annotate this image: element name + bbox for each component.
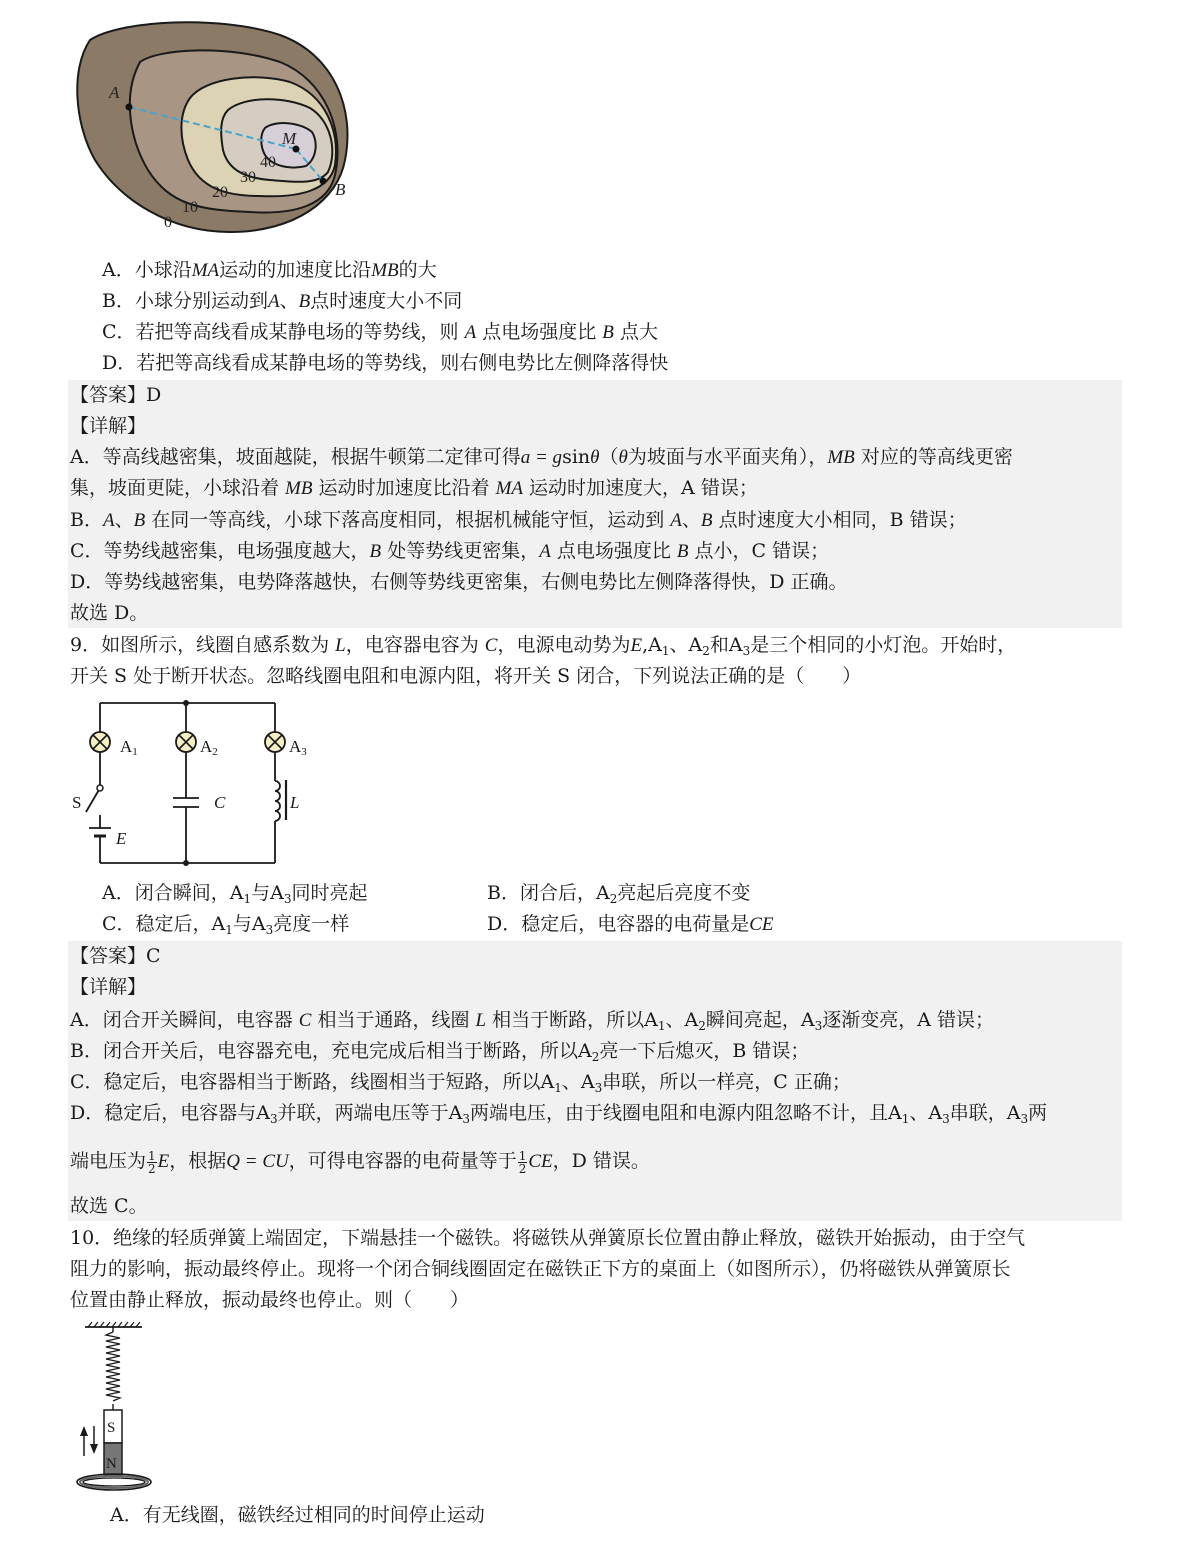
math: L <box>335 635 346 656</box>
q8-answer: 【答案】D <box>70 384 162 406</box>
text: 相当于断路，所以A <box>486 1009 658 1031</box>
label-A1: A1 <box>120 737 138 758</box>
text: C．稳定后，电容器相当于断路，线圈相当于短路，所以A <box>70 1071 555 1093</box>
contour-label-40: 40 <box>260 154 276 171</box>
math: MB <box>285 478 313 499</box>
text: 点小，C 错误； <box>688 540 830 562</box>
fraction <box>518 1150 528 1175</box>
math: MB <box>827 447 855 468</box>
subscript: 1 <box>225 923 233 937</box>
text: B．闭合后，A <box>487 882 610 904</box>
text: 亮度一样 <box>273 913 350 935</box>
math: CE <box>528 1151 553 1172</box>
text: D．稳定后，电容器的电荷量是 <box>487 913 750 935</box>
q8-explain-a-line2 <box>70 473 758 503</box>
switch-contact <box>97 785 103 791</box>
text: A．小球沿 <box>102 259 192 281</box>
subscript: 1 <box>901 1112 910 1126</box>
text: D．稳定后，电容器与A <box>70 1102 270 1124</box>
lamp-A3-icon <box>265 732 285 752</box>
down-arrow-icon <box>90 1426 98 1454</box>
label-L: L <box>290 793 300 812</box>
text: ,A <box>642 634 662 656</box>
up-arrow-icon <box>80 1426 88 1456</box>
text: A．等高线越密集，坡面越陡，根据牛顿第二定律可得 <box>70 446 521 468</box>
math: L <box>475 1010 487 1031</box>
text: 同时亮起 <box>291 882 368 904</box>
text: A．闭合开关瞬间，电容器 <box>70 1009 299 1031</box>
text: 和A <box>709 634 743 656</box>
text: B．闭合开关后，电容器充电，充电完成后相当于断路，所以A <box>70 1040 592 1062</box>
text: 串联，所以一样亮，C 正确； <box>602 1071 851 1093</box>
text: B．小球分别运动到 <box>102 290 268 312</box>
subscript: 3 <box>283 892 292 906</box>
q9-stem-line1 <box>70 630 1016 660</box>
math: B <box>369 541 382 562</box>
q8-explain-c <box>70 536 829 566</box>
text: 运动时加速度比沿着 <box>312 477 496 499</box>
text: 集，坡面更陡，小球沿着 <box>70 477 286 499</box>
math: B <box>133 510 146 531</box>
subscript: 3 <box>814 1019 823 1033</box>
point-B <box>320 178 327 185</box>
text: 运动的加速度比沿 <box>219 259 372 281</box>
math: B <box>602 322 614 343</box>
q9-option-b <box>487 878 750 908</box>
math: MA <box>191 260 220 281</box>
label-E: E <box>116 829 127 848</box>
text: C．稳定后，A <box>102 913 226 935</box>
lamp-A2-icon <box>176 732 196 752</box>
text: 亮起后亮度不变 <box>617 882 751 904</box>
text: 、A <box>669 634 703 656</box>
math: A <box>670 510 682 531</box>
q8-explain-d: D．等势线越密集，电势降落越快，右侧等势线更密集，右侧电势比左侧降落得快，D 正确。 <box>70 571 848 593</box>
q8-explain-a-line1 <box>70 442 1013 472</box>
q10-stem-line3: 位置由静止释放，振动最终也停止。则（ ） <box>70 1289 470 1311</box>
circuit-figure <box>60 690 360 870</box>
q8-detail-label: 【详解】 <box>70 415 147 437</box>
subscript: 3 <box>742 644 751 658</box>
text: ，D 错误。 <box>552 1150 650 1172</box>
q9-explain-b <box>70 1036 809 1066</box>
text: ，电容器电容为 <box>345 634 485 656</box>
subscript: 3 <box>594 1081 603 1095</box>
text: 、A <box>665 1009 699 1031</box>
text: 点大 <box>613 321 658 343</box>
text: A．闭合瞬间，A <box>102 882 244 904</box>
subscript: 3 <box>462 1112 470 1126</box>
text: 点时速度大小不同 <box>310 290 463 312</box>
q9-option-a <box>102 878 367 908</box>
q8-option-a <box>102 255 437 285</box>
text: 、 <box>681 509 701 531</box>
math: B <box>676 541 689 562</box>
label-A3: A3 <box>289 737 307 758</box>
text: ，电源电动势为 <box>497 634 631 656</box>
q9-option-d <box>487 909 774 939</box>
text: 、A <box>909 1102 943 1124</box>
math: sin <box>562 446 591 468</box>
text: ，根据 <box>169 1150 227 1172</box>
text: 两端电压，由于线圈电阻和电源内阻忽略不计，且A <box>469 1102 902 1124</box>
label-N: N <box>106 1456 117 1472</box>
math: a = g <box>520 447 563 468</box>
text: 是三个相同的小灯泡。开始时， <box>750 634 1017 656</box>
lamp-A1-icon <box>90 732 110 752</box>
subscript: 1 <box>661 644 670 658</box>
math: MB <box>371 260 399 281</box>
contour-label-20: 20 <box>212 184 228 201</box>
subscript: 3 <box>1020 1112 1029 1126</box>
subscript: 1 <box>554 1081 562 1095</box>
math: MA <box>495 478 524 499</box>
text: 两 <box>1028 1102 1048 1124</box>
q8-option-c <box>102 317 658 347</box>
text: 点时速度大小相同，B 错误； <box>712 509 967 531</box>
label-B: B <box>335 180 346 199</box>
q9-stem-line2: 开关 S 处于断开状态。忽略线圈电阻和电源内阻，将开关 S 闭合，下列说法正确的是（ ） <box>70 665 862 687</box>
math: CE <box>749 914 774 935</box>
subscript: 3 <box>269 1112 278 1126</box>
subscript: 1 <box>243 892 252 906</box>
text: 与A <box>251 882 284 904</box>
label-S: S <box>72 793 82 812</box>
copper-coil <box>77 1474 151 1490</box>
numerator: 1 <box>518 1148 527 1163</box>
math: A <box>464 322 477 343</box>
text: （ <box>599 446 619 468</box>
math: A <box>102 510 115 531</box>
contour-label-10: 10 <box>182 199 198 216</box>
text: 端电压为 <box>70 1150 147 1172</box>
spring-magnet-figure <box>70 1318 170 1493</box>
text: 逐渐变亮，A 错误； <box>822 1009 995 1031</box>
text: 运动时加速度大，A 错误； <box>523 477 758 499</box>
q9-option-c <box>102 909 349 939</box>
subscript: 2 <box>591 1050 600 1064</box>
contour-label-30: 30 <box>240 169 256 186</box>
text: 为坡面与水平面夹角）， <box>627 446 828 468</box>
q8-conclusion: 故选 D。 <box>70 602 149 624</box>
text: 对应的等高线更密 <box>854 446 1013 468</box>
text: C．等势线越密集，电场强度越大， <box>70 540 370 562</box>
label-S: S <box>107 1420 116 1436</box>
contour-label-0: 0 <box>164 214 172 231</box>
junction-top <box>183 700 189 706</box>
q9-explain-d-line1 <box>70 1098 1047 1128</box>
subscript: 3 <box>942 1112 950 1126</box>
math: B <box>298 291 311 312</box>
label-A: A <box>109 83 120 102</box>
math: C <box>298 1010 312 1031</box>
math: A <box>539 541 551 562</box>
q8-option-d: D．若把等高线看成某静电场的等势线，则右侧电势比左侧降落得快 <box>102 352 669 374</box>
text: 亮一下后熄灭，B 错误； <box>599 1040 810 1062</box>
subscript: 2 <box>698 1019 706 1033</box>
text: 、 <box>279 290 299 312</box>
text: 9．如图所示，线圈自感系数为 <box>70 634 336 656</box>
text: 与A <box>232 913 266 935</box>
text: 串联，A <box>949 1102 1021 1124</box>
text: C．若把等高线看成某静电场的等势线，则 <box>102 321 465 343</box>
text: 点电场强度比 <box>476 321 603 343</box>
q10-stem-line1: 10．绝缘的轻质弹簧上端固定，下端悬挂一个磁铁。将磁铁从弹簧原长位置由静止释放，磁铁开始振动，由于空气 <box>70 1227 1026 1249</box>
point-A <box>126 104 133 111</box>
q9-explain-d-line2 <box>70 1143 650 1179</box>
subscript: 3 <box>265 923 274 937</box>
math: θ <box>618 447 628 468</box>
text: 、 <box>114 509 134 531</box>
text: 、A <box>561 1071 595 1093</box>
q9-answer: 【答案】C <box>70 945 161 967</box>
math: B <box>700 510 713 531</box>
denominator: 2 <box>518 1161 527 1176</box>
q10-stem-line2: 阻力的影响，振动最终停止。现将一个闭合铜线圈固定在磁铁正下方的桌面上（如图所示），仍将磁铁从弹簧原长 <box>70 1258 1011 1280</box>
text: ，可得电容器的电荷量等于 <box>288 1150 517 1172</box>
junction-bottom <box>183 860 189 866</box>
math: A <box>267 291 280 312</box>
text: 处等势线更密集， <box>381 540 540 562</box>
text: 相当于通路，线圈 <box>311 1009 476 1031</box>
label-M: M <box>282 129 297 148</box>
text: 的大 <box>398 259 437 281</box>
math: Q = CU <box>226 1151 289 1172</box>
label-A2: A2 <box>200 737 218 758</box>
q9-explain-a <box>70 1005 994 1035</box>
q8-option-b <box>102 286 462 316</box>
text: 点电场强度比 <box>550 540 677 562</box>
math: θ <box>590 447 600 468</box>
q9-explain-c <box>70 1067 851 1097</box>
q8-explain-b <box>70 505 967 535</box>
text: 并联，两端电压等于A <box>277 1102 463 1124</box>
subscript: 2 <box>702 644 710 658</box>
math: E <box>157 1151 170 1172</box>
text: 在同一等高线，小球下落高度相同，根据机械能守恒，运动到 <box>145 509 671 531</box>
subscript: 1 <box>657 1019 666 1033</box>
contour-map-figure <box>60 0 380 250</box>
subscript: 2 <box>609 892 618 906</box>
math: C <box>484 635 498 656</box>
q10-option-a: A．有无线圈，磁铁经过相同的时间停止运动 <box>110 1504 485 1526</box>
denominator: 2 <box>148 1161 156 1176</box>
q9-conclusion: 故选 C。 <box>70 1195 148 1217</box>
numerator: 1 <box>148 1148 156 1163</box>
label-C: C <box>214 793 226 812</box>
fraction <box>147 1150 157 1175</box>
q9-detail-label: 【详解】 <box>70 976 147 998</box>
text: B． <box>70 509 103 531</box>
math: E <box>630 635 643 656</box>
text: 瞬间亮起，A <box>705 1009 815 1031</box>
